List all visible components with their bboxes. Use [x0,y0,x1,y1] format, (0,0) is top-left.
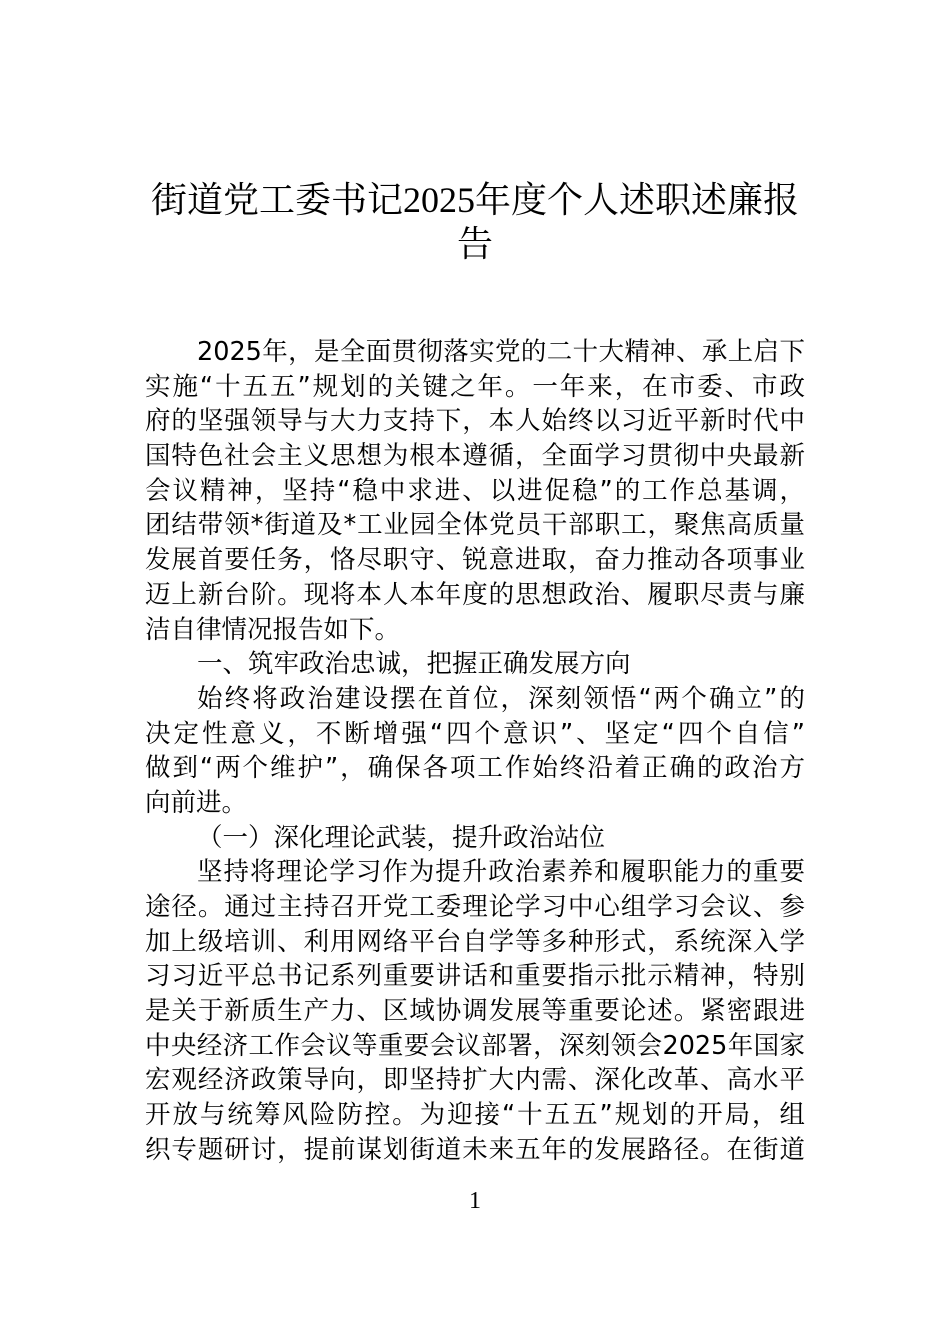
paragraph-line: 发展首要任务，恪尽职守、锐意进取，奋力推动各项事业 [145,545,805,576]
paragraph-line: 途径。通过主持召开党工委理论学习中心组学习会议、参 [145,892,805,922]
paragraph-line: 是关于新质生产力、区域协调发展等重要论述。紧密跟进 [145,996,805,1027]
paragraph-line: 实施“十五五”规划的关键之年。一年来，在市委、市政 [145,371,805,402]
section-heading: 一、筑牢政治忠诚，把握正确发展方向 [197,649,631,680]
paragraph-line: 习习近平总书记系列重要讲话和重要指示批示精神，特别 [145,961,805,992]
paragraph-line: 宏观经济政策导向，即坚持扩大内需、深化改革、高水平 [145,1065,805,1096]
paragraph-line: 2025年，是全面贯彻落实党的二十大精神、承上启下 [197,337,805,367]
paragraph-line: 向前进。 [145,787,248,818]
page-number: 1 [469,1188,481,1214]
document-title-line-2: 告 [456,224,493,264]
paragraph-line: 会议精神，坚持“稳中求进、以进促稳”的工作总基调， [145,475,805,506]
document-title-line-1: 街道党工委书记2025年度个人述职述廉报 [150,180,799,220]
paragraph-line: 坚持将理论学习作为提升政治素养和履职能力的重要 [197,857,805,888]
paragraph-line: 开放与统筹风险防控。为迎接“十五五”规划的开局，组 [145,1100,805,1131]
paragraph-line: 中央经济工作会议等重要会议部署，深刻领会2025年国家 [145,1030,805,1061]
paragraph-line: 做到“两个维护”，确保各项工作始终沿着正确的政治方 [145,753,805,784]
paragraph-line: 始终将政治建设摆在首位，深刻领悟“两个确立”的 [197,683,805,714]
paragraph-line: 决定性意义，不断增强“四个意识”、坚定“四个自信” [145,718,805,749]
section-heading: （一）深化理论武装，提升政治站位 [197,822,606,853]
document-body [145,335,805,1168]
paragraph-line: 加上级培训、利用网络平台自学等多种形式，系统深入学 [145,926,805,957]
paragraph-line: 织专题研讨，提前谋划街道未来五年的发展路径。在街道 [145,1134,805,1165]
paragraph-line: 洁自律情况报告如下。 [145,614,401,645]
paragraph-line: 团结带领*街道及*工业园全体党员干部职工，聚焦高质量 [145,510,805,541]
paragraph-line: 府的坚强领导与大力支持下，本人始终以习近平新时代中 [145,406,805,437]
paragraph-line: 迈上新台阶。现将本人本年度的思想政治、履职尽责与廉 [145,579,805,610]
paragraph-line: 国特色社会主义思想为根本遵循，全面学习贯彻中央最新 [145,441,805,472]
